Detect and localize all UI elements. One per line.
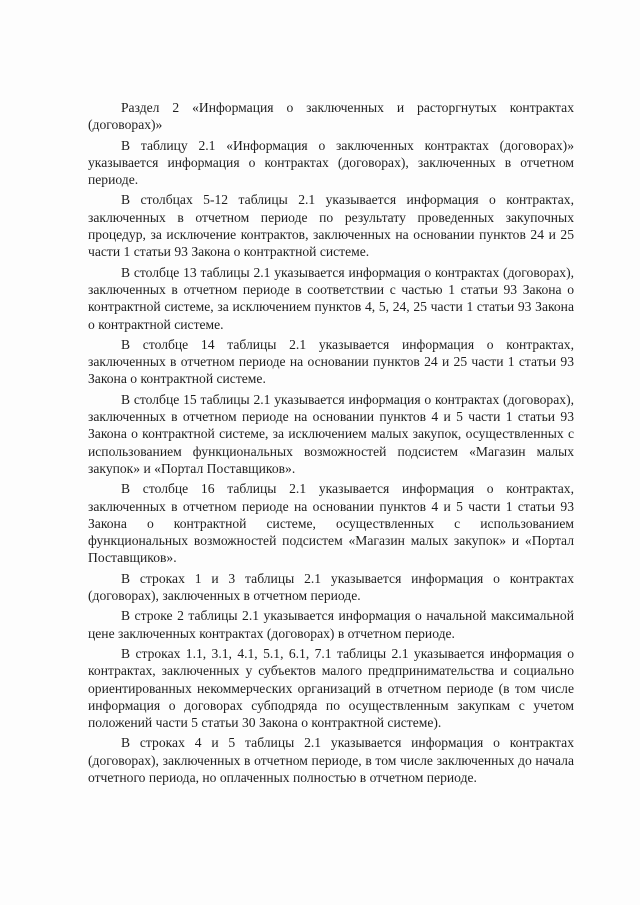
paragraph-column-16: В столбце 16 таблицы 2.1 указывается информация о контрактах, заключенных в отчетном периоде на основании пунктов 4 и 5 части 1 статьи 93 Закона о контрактной системе, осуществленных с использованием функциональных возможностей подсистем «Магазин малых закупок» и «Портал Поставщиков».: [88, 481, 574, 566]
paragraph-column-15: В столбце 15 таблицы 2.1 указывается информация о контрактах (договорах), заключенных в отчетном периоде на основании пунктов 4 и 5 части 1 статьи 93 Закона о контрактной системе, за исключением малых закупок, осуществленных с использованием функциональных возможностей подсистем «Магазин малых закупок» и «Портал Поставщиков».: [88, 391, 574, 476]
paragraph-columns-5-12: В столбцах 5-12 таблицы 2.1 указывается информация о контрактах, заключенных в отчетном периоде по результату проведенных закупочных процедур, за исключение контрактов, заключенных на основании пунктов 24 и 25 части 1 статьи 93 Закона о контрактной системе.: [88, 192, 574, 260]
paragraph-row-2: В строке 2 таблицы 2.1 указывается информация о начальной максимальной цене заключенных контрактах (договорах) в отчетном периоде.: [88, 608, 574, 641]
paragraph-rows-4-5: В строках 4 и 5 таблицы 2.1 указывается информация о контрактах (договорах), заключенных в отчетном периоде, в том числе заключенных до начала отчетного периода, но оплаченных полностью в отчетном периоде.: [88, 735, 574, 785]
paragraph-table-2-1-intro: В таблицу 2.1 «Информация о заключенных контрактах (договорах)» указывается информация о контрактах (договорах), заключенных в отчетном периоде.: [88, 137, 574, 188]
paragraph-rows-1-3: В строках 1 и 3 таблицы 2.1 указывается информация о контрактах (договорах), заключенных в отчетном периоде.: [88, 570, 574, 604]
paragraph-column-13: В столбце 13 таблицы 2.1 указывается информация о контрактах (договорах), заключенных в отчетном периоде в соответствии с частью 1 статьи 93 Закона о контрактной системе, за исключением пунктов 4, 5, 24, 25 части 1 статьи 93 Закона о контрактной системе.: [88, 264, 574, 332]
section-heading: Раздел 2 «Информация о заключенных и расторгнутых контрактах (договорах)»: [88, 100, 574, 133]
document-body: [88, 99, 574, 786]
paragraph-column-14: В столбце 14 таблицы 2.1 указывается информация о контрактах, заключенных в отчетном периоде на основании пунктов 24 и 25 части 1 статьи 93 Закона о контрактной системе.: [88, 336, 574, 387]
paragraph-rows-small-business: В строках 1.1, 3.1, 4.1, 5.1, 6.1, 7.1 таблицы 2.1 указывается информация о контрактах, заключенных у субъектов малого предпринимательства и социально ориентированных некоммерческих организаций в отчетном периоде (в том числе информация о договорах субподряда по осуществленным закупкам с учетом положений части 5 статьи 30 Закона о контрактной системе).: [88, 645, 574, 731]
